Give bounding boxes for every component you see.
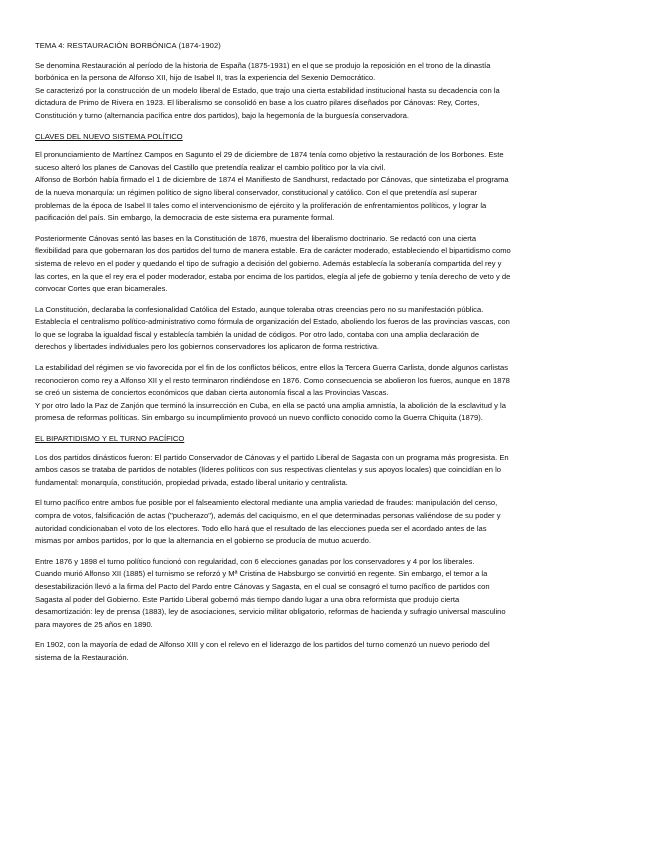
heading-claves: CLAVES DEL NUEVO SISTEMA POLÍTICO [35, 131, 183, 141]
text-line: se creó un sistema de conciertos económicos que daban cierta autonomía fiscal a las Provincias Vascas. [35, 388, 389, 398]
text-line: Entre 1876 y 1898 el turno político funcionó con regularidad, con 6 elecciones ganadas por los conservadores y 4 por los liberales. [35, 556, 475, 566]
text-line: pacificación del país. Sin embargo, la democracia de este sistema era puramente formal. [35, 213, 335, 223]
text-line: En 1902, con la mayoría de edad de Alfonso XIII y con el relevo en el liderazgo de los partidos del turno comenzó un nuevo periodo del [35, 640, 490, 650]
text-line: Y por otro lado la Paz de Zanjón que terminó la insurrección en Cuba, en ella se pactó una amplia amnistía, la abolición de la esclavitud y la [35, 400, 506, 410]
document-title: TEMA 4: RESTAURACIÓN BORBÓNICA (1874-1902) [35, 41, 221, 50]
text-line: Alfonso de Borbón había firmado el 1 de diciembre de 1874 el Manifiesto de Sandhurst, redactado por Cánovas, que sintetizaba el programa [35, 175, 509, 185]
text-line: problemas de la época de Isabel II tales como el intervencionismo de ejército y la proliferación de enfrentamientos políticos, y lograr la [35, 200, 487, 210]
text-line: de la nueva monarquía: un régimen político de signo liberal conservador, constitucional y católico. Con el que pretendía así superar [35, 187, 477, 197]
text-line: El pronunciamiento de Martínez Campos en Sagunto el 29 de diciembre de 1874 tenía como objetivo la restauración de los Borbones. Este [35, 150, 504, 160]
text-line: las cortes, en la que el rey era el poder moderador, estaba por encima de los partidos, elegía al jefe de gobierno y tenía derecho de veto y de [35, 271, 511, 281]
text-line: reconocieron como rey a Alfonso XII y el resto terminaron rindiéndose en 1876. Como consecuencia se abolieron los fueros, aunque en 1878 [35, 375, 510, 385]
text-line: Posteriormente Cánovas sentó las bases en la Constitución de 1876, muestra del liberalismo doctrinario. Se redactó con una cierta [35, 233, 477, 243]
text-line: convocar Cortes que eran bicamerales. [35, 284, 168, 294]
intro-paragraph [35, 60, 620, 123]
text-line: dictadura de Primo de Rivera en 1923. El liberalismo se consolidó en base a los cuatro pilares diseñados por Cánovas: Rey, Cortes, [35, 98, 480, 108]
paragraph-partidos [35, 452, 620, 490]
text-line: Sagasta al poder del Gobierno. Este Partido Liberal gobernó más tiempo dando lugar a una obra reformista que produjo cierta [35, 594, 460, 604]
paragraph-confesionalidad [35, 304, 620, 354]
paragraph-1902 [35, 639, 620, 664]
text-line: El turno pacífico entre ambos fue posible por el falseamiento electoral mediante una amplia variedad de fraudes: manipulación del censo, [35, 498, 498, 508]
document-body [35, 60, 620, 665]
paragraph-turno-pacifico [35, 497, 620, 547]
text-line: flexibilidad para que gobernaran los dos partidos del turno de manera estable. Era de carácter moderado, estableciendo el bipartidismo como [35, 246, 511, 256]
text-line: Establecía el centralismo político-administrativo como fórmula de organización del Estado, aboliendo los fueros de las provincias vascas, con [35, 317, 510, 327]
text-line: autoridad condicionaban el voto de los electores. Todo ello hará que el resultado de las elecciones pueda ser el acordado antes de las [35, 523, 487, 533]
text-line: suceso alteró los planes de Canovas del Castillo que pretendía realizar el cambio político por la vía civil. [35, 162, 386, 172]
text-line: desestabilización llevó a la firma del Pacto del Pardo entre Cánovas y Sagasta, en el cual se consagró el turno pacífico de partidos con [35, 581, 490, 591]
text-line: promesa de reformas políticas. Sin embargo su incumplimiento provocó un nuevo conflicto conocido como la Guerra Chiquita (1879). [35, 413, 483, 423]
text-line: lo que se lograba la igualdad fiscal y establecía también la unidad de códigos. Por otro lado, contaba con una amplia declaración de [35, 329, 480, 339]
text-line: Se caracterizó por la construcción de un modelo liberal de Estado, que trajo una cierta estabilidad institucional hasta su decadencia con la [35, 85, 500, 95]
text-line: mismas por ambos partidos, por lo que la alternancia en el gobierno se producía de mutuo acuerdo. [35, 536, 372, 546]
text-line: derechos y libertades individuales pero los gobiernos conservadores los aplicaron de forma restrictiva. [35, 342, 380, 352]
paragraph-1876-1898 [35, 556, 620, 632]
text-line: La Constitución, declaraba la confesionalidad Católica del Estado, aunque toleraba otras creencias pero no su manifestación pública. [35, 304, 484, 314]
text-line: para mayores de 25 años en 1890. [35, 619, 153, 629]
text-line: sistema de relevo en el poder y quedando el tipo de sufragio a decisión del gobierno. Además establecía la soberanía compartida del rey y [35, 258, 502, 268]
text-line: Los dos partidos dinásticos fueron: El partido Conservador de Cánovas y el partido Liberal de Sagasta con un programa más progresista. En [35, 452, 509, 462]
text-line: fundamental: monarquía, constitución, propiedad privada, estado liberal unitario y centralista. [35, 477, 348, 487]
text-line: desamortización: ley de prensa (1883), ley de asociaciones, servicio militar obligatorio, reformas de hacienda y sufragio universal masculino [35, 607, 506, 617]
text-line: ambos casos se trataba de partidos de notables (líderes políticos con sus respectivas clientelas y sus apoyos locales) que coincidían en lo [35, 465, 502, 475]
text-line: Constitución y turno (alternancia pacífica entre dos partidos), bajo la hegemonía de la burguesía conservadora. [35, 110, 410, 120]
paragraph-constitucion-1876 [35, 233, 620, 296]
document-page [35, 40, 620, 673]
text-line: Se denomina Restauración al período de la historia de España (1875-1931) en el que se produjo la reposición en el trono de la dinastía [35, 60, 491, 70]
text-line: compra de votos, falsificación de actas ("pucherazo"), además del caciquismo, en el que determinadas personas valiéndose de su poder y [35, 511, 501, 520]
text-line: borbónica en la persona de Alfonso XII, hijo de Isabel II, tras la experiencia del Sexenio Democrático. [35, 73, 376, 83]
paragraph-estabilidad [35, 362, 620, 425]
paragraph-pronunciamiento [35, 149, 620, 225]
text-line: sistema de la Restauración. [35, 652, 129, 662]
text-line: La estabilidad del régimen se vio favorecida por el fin de los conflictos bélicos, entre ellos la Tercera Guerra Carlista, donde algunos carlistas [35, 363, 509, 373]
heading-bipartidismo: EL BIPARTIDISMO Y EL TURNO PACÍFICO [35, 434, 185, 444]
text-line: Cuando murió Alfonso XII (1885) el turnismo se reforzó y Mª Cristina de Habsburgo se convirtió en regente. Sin embargo, el temor a la [35, 569, 488, 579]
